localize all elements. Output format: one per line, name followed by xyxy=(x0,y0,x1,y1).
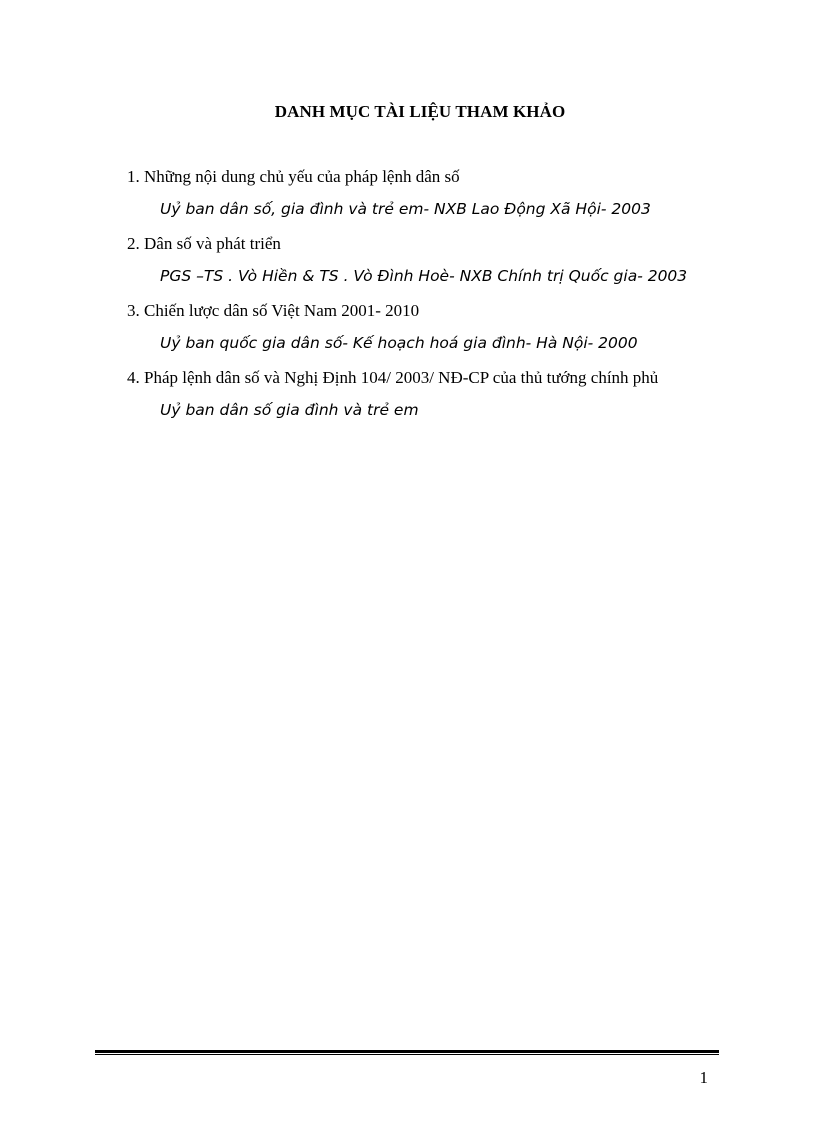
reference-list xyxy=(127,165,747,433)
reference-source: Uỷ ban quốc gia dân số- Kế hoạch hoá gia đình- Hà Nội- 2000 xyxy=(160,334,638,352)
footer-divider-thin-line xyxy=(95,1054,719,1055)
reference-item xyxy=(127,165,747,221)
footer-divider-thick-line xyxy=(95,1050,719,1053)
reference-title: 3. Chiến lược dân số Việt Nam 2001- 2010 xyxy=(127,301,420,320)
reference-title: 2. Dân số và phát triển xyxy=(127,234,281,253)
reference-source: Uỷ ban dân số, gia đình và trẻ em- NXB Lao Động Xã Hội- 2003 xyxy=(160,200,651,218)
reference-item xyxy=(127,299,747,355)
reference-title: 1. Những nội dung chủ yếu của pháp lệnh dân số xyxy=(127,167,460,186)
page-number: 1 xyxy=(699,1068,708,1087)
reference-item xyxy=(127,366,747,422)
reference-title: 4. Pháp lệnh dân số và Nghị Định 104/ 2003/ NĐ-CP của thủ tướng chính phủ xyxy=(127,368,659,387)
reference-item xyxy=(127,232,747,288)
footer-divider xyxy=(95,1050,719,1056)
reference-source: PGS –TS . Vò Hiền & TS . Vò Đình Hoè- NXB Chính trị Quốc gia- 2003 xyxy=(160,267,688,285)
reference-source: Uỷ ban dân số gia đình và trẻ em xyxy=(160,401,419,419)
page-title: DANH MỤC TÀI LIỆU THAM KHẢO xyxy=(274,102,566,121)
